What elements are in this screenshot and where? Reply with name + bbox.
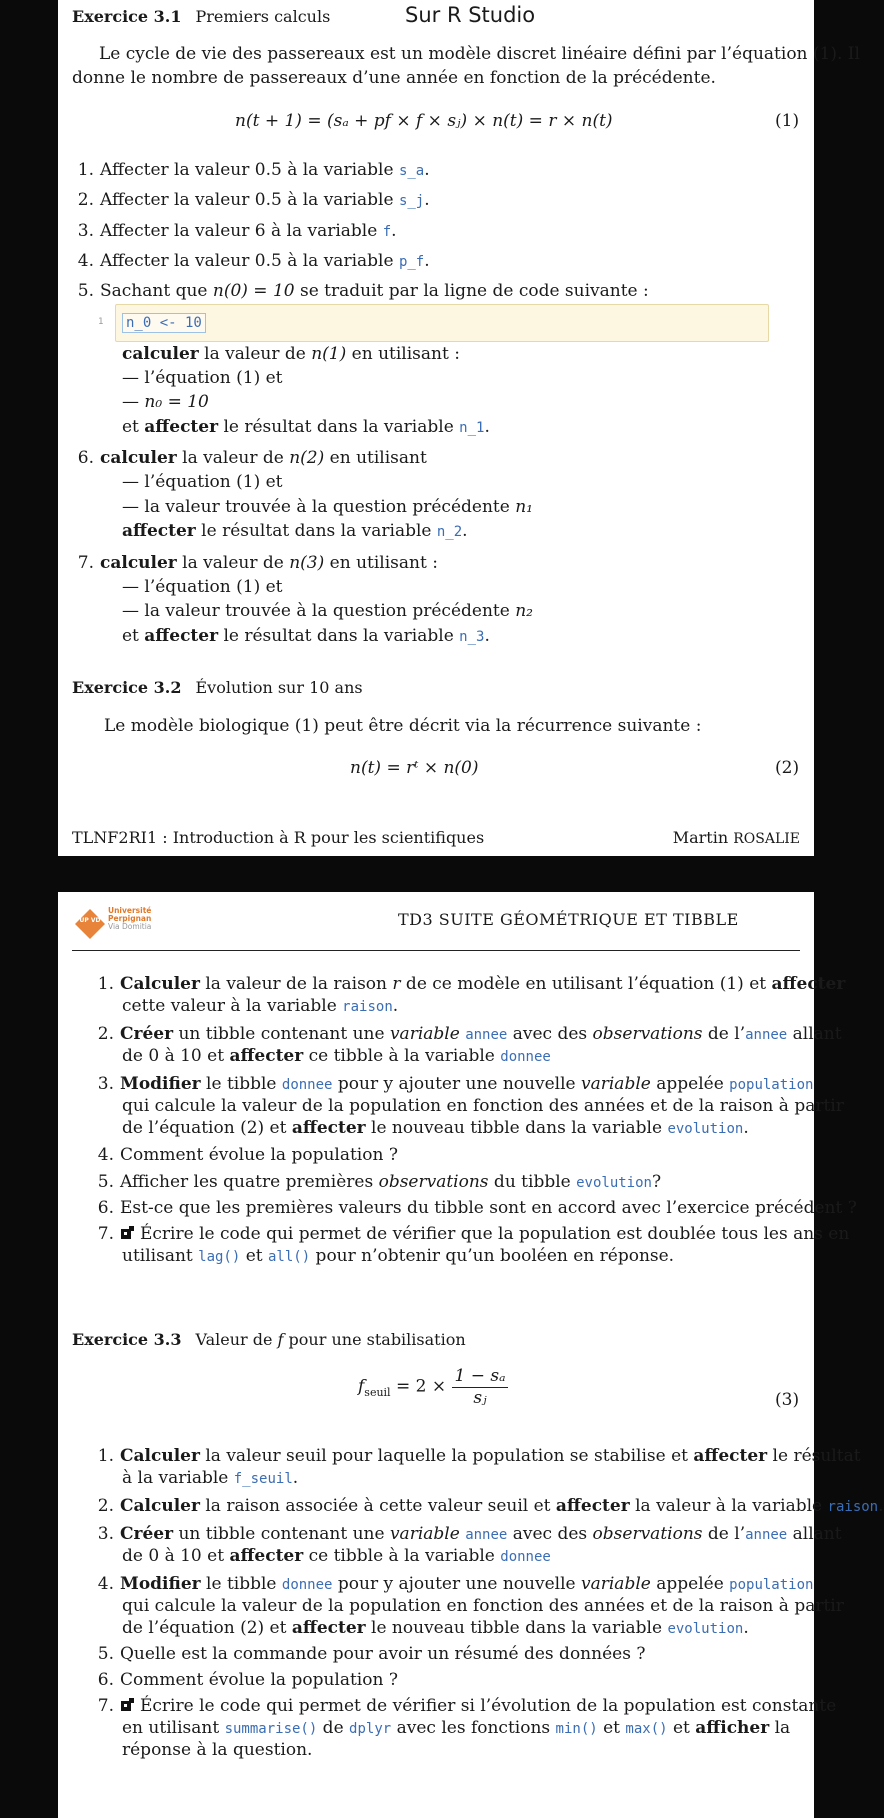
list-item-continuation: à la variable f_seuil.	[122, 1468, 299, 1488]
code-p-f: p_f	[398, 254, 425, 270]
equation-3: $f_{seuil} = 2$ × $\frac{\text{1 − sₐ}}{\text{sⱼ}}$	[358, 1366, 508, 1408]
list-item-continuation: de 0 à 10 et affecter ce tibble à la variable donnee	[122, 1546, 551, 1566]
list-item-continuation: qui calcule la valeur de la population en fonction des années et de la raison à partir	[122, 1096, 844, 1116]
equation-3-number: (3)	[775, 1390, 800, 1410]
list-item-continuation: en utilisant summarise() de dplyr avec les fonctions min() et max() et afficher la	[122, 1718, 791, 1738]
code-line[interactable]: n_0 <- 10	[122, 313, 206, 333]
list-item: 6. calculer la valeur de n(2) en utilisant	[77, 448, 427, 468]
equation-1: n(t + 1) = (sₐ + pf × f × sⱼ) × n(t) = r × n(t)	[235, 111, 613, 131]
list-item: 2. Calculer la raison associée à cette valeur seuil et affecter la valeur à la variable raison.	[97, 1496, 884, 1516]
equation-1-number: (1)	[775, 111, 800, 131]
item5-line: calculer la valeur de n(1) en utilisant :	[122, 344, 460, 364]
overlay-title: Sur R Studio	[405, 3, 536, 27]
footer-course: TLNF2RI1 : Introduction à R pour les scientifiques	[72, 828, 485, 847]
list-item-continuation: de l’équation (2) et affecter le nouveau tibble dans la variable evolution.	[122, 1118, 749, 1138]
list-item: 4. Modifier le tibble donnee pour y ajouter une nouvelle variable appelée population	[97, 1574, 814, 1594]
list-item: 6. Comment évolue la population ?	[97, 1670, 398, 1690]
equation-2-number: (2)	[775, 758, 800, 778]
list-item: 5. Sachant que n(0) = 10 se traduit par la ligne de code suivante :	[77, 281, 649, 301]
item7-dash-1: — l’équation (1) et	[122, 577, 283, 597]
item7-line-4: et affecter le résultat dans la variable n_3.	[122, 626, 490, 646]
code-line-number: 1	[98, 317, 104, 327]
header-divider	[72, 950, 800, 951]
footer-author: Martin ROSALIE	[672, 828, 800, 847]
university-logo-text: Université Perpignan Via Domitia	[108, 906, 152, 931]
list-item: 3. Affecter la valeur 6 à la variable f.	[77, 221, 397, 241]
list-item: 2. Affecter la valeur 0.5 à la variable s_j.	[77, 190, 430, 210]
item6-dash-1: — l’équation (1) et	[122, 472, 283, 492]
document-page-1	[58, 0, 860, 856]
list-item: 7. Écrire le code qui permet de vérifier si l’évolution de la population est constante	[97, 1696, 837, 1716]
list-item: 5. Quelle est la commande pour avoir un résumé des données ?	[97, 1644, 646, 1664]
svg-text:UP VD: UP VD	[79, 917, 101, 924]
puzzle-icon	[120, 1697, 136, 1713]
list-item-continuation: de 0 à 10 et affecter ce tibble à la variable donnee	[122, 1046, 551, 1066]
page-header-title: TD3 SUITE GÉOMÉTRIQUE ET TIBBLE	[398, 910, 739, 929]
list-item-continuation: réponse à la question.	[122, 1740, 313, 1760]
list-item-continuation: qui calcule la valeur de la population en fonction des années et de la raison à partir	[122, 1596, 844, 1616]
list-item: 3. Créer un tibble contenant une variable annee avec des observations de l’annee allant	[97, 1524, 842, 1544]
list-item: 7. Écrire le code qui permet de vérifier que la population est doublée tous les ans en	[97, 1224, 850, 1244]
exercise-3-1-heading	[72, 7, 330, 26]
code-s-a: s_a	[398, 163, 425, 179]
ex2-intro: Le modèle biologique (1) peut être décrit via la récurrence suivante :	[104, 716, 702, 736]
list-item: 4. Affecter la valeur 0.5 à la variable p_f.	[77, 251, 430, 271]
list-item-continuation: cette valeur à la variable raison.	[122, 996, 399, 1016]
list-item-continuation: utilisant lag() et all() pour n’obtenir qu’un booléen en réponse.	[122, 1246, 675, 1266]
item5-dash-2: — n₀ = 10	[122, 392, 209, 412]
item5-line-4: et affecter le résultat dans la variable n_1.	[122, 417, 490, 437]
intro-line-1: Le cycle de vie des passereaux est un modèle discret linéaire défini par l’équation (1). Il	[99, 44, 860, 64]
item6-dash-2: — la valeur trouvée à la question précédente n₁	[122, 497, 533, 517]
item7-dash-2: — la valeur trouvée à la question précédente n₂	[122, 601, 533, 621]
list-item: 4. Comment évolue la population ?	[97, 1145, 398, 1165]
list-item: 5. Afficher les quatre premières observations du tibble evolution?	[97, 1172, 662, 1192]
item5-dash-1: — l’équation (1) et	[122, 368, 283, 388]
list-item: 2. Créer un tibble contenant une variable annee avec des observations de l’annee allant	[97, 1024, 842, 1044]
code-s-j: s_j	[398, 193, 425, 209]
equation-2: n(t) = rᵗ × n(0)	[350, 758, 479, 778]
list-item: 1. Affecter la valeur 0.5 à la variable s_a.	[77, 160, 430, 180]
list-item: 6. Est-ce que les premières valeurs du tibble sont en accord avec l’exercice précédent ?	[97, 1198, 857, 1218]
document-page-2	[58, 892, 884, 1818]
intro-line-2: donne le nombre de passereaux d’une année en fonction de la précédente.	[72, 68, 716, 88]
university-logo-icon	[75, 909, 105, 939]
code-block	[98, 304, 769, 342]
exercise-number: Exercice 3.1	[72, 7, 182, 26]
list-item: 1. Calculer la valeur de la raison r de ce modèle en utilisant l’équation (1) et affecter	[97, 974, 846, 994]
exercise-3-2-heading: Exercice 3.2 Évolution sur 10 ans	[72, 678, 363, 697]
list-item-continuation: de l’équation (2) et affecter le nouveau tibble dans la variable evolution.	[122, 1618, 749, 1638]
list-item: 7. calculer la valeur de n(3) en utilisant :	[77, 553, 438, 573]
exercise-3-3-heading: Exercice 3.3 Valeur de f pour une stabilisation	[72, 1330, 466, 1349]
code-f: f	[382, 224, 392, 240]
puzzle-icon	[120, 1225, 136, 1241]
list-item: 3. Modifier le tibble donnee pour y ajouter une nouvelle variable appelée population	[97, 1074, 814, 1094]
item6-line-4: affecter le résultat dans la variable n_2.	[122, 521, 468, 541]
list-item: 1. Calculer la valeur seuil pour laquelle la population se stabilise et affecter le résultat	[97, 1446, 861, 1466]
exercise-title: Premiers calculs	[195, 7, 331, 26]
